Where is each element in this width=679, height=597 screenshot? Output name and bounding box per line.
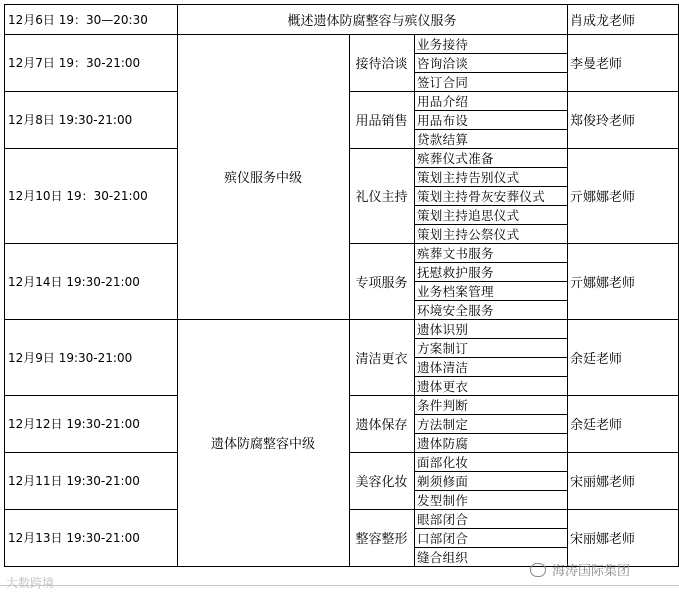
date-cell: 12月14日 19:30-21:00 [8,274,140,289]
item-cell: 遗体防腐 [417,435,469,451]
group-cell: 殡仪服务中级 [223,171,302,186]
item-cell: 条件判断 [417,397,469,413]
grid-line-h [4,91,177,92]
watermark-right-text: 海涛国际集团 [552,564,631,579]
grid-line-v [349,34,350,567]
item-cell: 缝合组织 [417,549,469,565]
grid-line-h [349,395,679,396]
teacher-cell: 亓娜娜老师 [570,190,636,205]
grid-line-item [414,110,567,111]
teacher-cell: 余廷老师 [570,418,623,433]
wechat-icon [530,563,546,577]
item-cell: 策划主持追思仪式 [417,207,520,223]
grid-line-h [4,243,177,244]
subject-cell: 整容整形 [355,532,408,547]
grid-line-h [349,91,679,92]
teacher-cell: 肖成龙老师 [570,13,636,29]
sheet-gridline [0,585,679,586]
grid-line-v [177,4,178,567]
item-cell: 遗体更衣 [417,378,469,394]
grid-line-h [349,452,679,453]
grid-line-h [4,509,177,510]
item-cell: 殡葬文书服务 [417,245,494,261]
teacher-cell: 李曼老师 [570,57,623,72]
grid-line-h [4,4,679,5]
grid-line-v [4,4,5,567]
grid-line-h [4,34,679,35]
topic-cell: 概述遗体防腐整容与殡仪服务 [287,13,457,29]
date-cell: 12月11日 19:30-21:00 [8,474,140,488]
item-cell: 殡葬仪式准备 [417,150,494,166]
subject-cell: 清洁更衣 [355,351,408,367]
grid-line-h [4,452,177,453]
item-cell: 用品介绍 [417,93,469,109]
grid-line-item [414,528,567,529]
grid-line-v [567,4,568,567]
grid-line-item [414,224,567,225]
item-cell: 抚慰救护服务 [417,264,494,280]
item-cell: 咨询洽谈 [417,55,469,71]
subject-cell: 用品销售 [355,114,408,129]
grid-line-item [414,167,567,168]
item-cell: 策划主持告别仪式 [417,169,520,185]
grid-line-item [414,471,567,472]
item-cell: 策划主持公祭仪式 [417,226,520,242]
item-cell: 签订合同 [417,74,469,90]
grid-line-item [414,72,567,73]
grid-line-item [414,300,567,301]
subject-cell: 专项服务 [355,275,408,291]
watermark-left [6,574,54,591]
subject-cell: 礼仪主持 [355,190,408,205]
grid-line-item [414,490,567,491]
item-cell: 口部闭合 [417,530,469,546]
grid-line-item [414,357,567,358]
date-cell: 12月9日 19:30-21:00 [8,350,133,365]
teacher-cell: 余廷老师 [570,351,623,367]
subject-cell: 接待洽谈 [355,57,408,72]
date-cell: 12月10日 19：30-21:00 [8,189,148,203]
grid-line-h [4,148,177,149]
group-cell: 遗体防腐整容中级 [210,437,315,452]
subject-cell: 美容化妆 [355,475,408,490]
item-cell: 方案制订 [417,340,469,356]
grid-line-item [414,186,567,187]
grid-line-item [414,338,567,339]
grid-line-h [349,243,679,244]
grid-line-item [414,281,567,282]
grid-line-item [414,129,567,130]
item-cell: 面部化妆 [417,454,469,470]
grid-line-h [349,509,679,510]
grid-line-item [414,262,567,263]
grid-line-item [414,414,567,415]
item-cell: 方法制定 [417,416,469,432]
item-cell: 发型制作 [417,492,469,508]
item-cell: 剃须修面 [417,473,469,489]
grid-line-item [414,205,567,206]
teacher-cell: 宋丽娜老师 [570,475,636,490]
watermark-right [530,560,630,579]
teacher-cell: 郑俊玲老师 [570,114,636,129]
item-cell: 贷款结算 [417,131,469,147]
item-cell: 业务档案管理 [417,283,494,299]
grid-line-h [4,395,177,396]
grid-line-h [349,148,679,149]
grid-line-item [414,433,567,434]
watermark-left-text: 大数跨境 [6,576,55,590]
date-cell: 12月6日 19：30—20:30 [8,12,148,27]
item-cell: 环境安全服务 [417,302,494,318]
grid-line-item [414,376,567,377]
item-cell: 策划主持骨灰安葬仪式 [417,188,546,204]
teacher-cell: 亓娜娜老师 [570,275,636,291]
date-cell: 12月12日 19:30-21:00 [8,417,140,431]
date-cell: 12月13日 19:30-21:00 [8,531,140,545]
date-cell: 12月8日 19:30-21:00 [8,113,133,127]
item-cell: 眼部闭合 [417,511,469,527]
item-cell: 业务接待 [417,36,469,52]
grid-line-h [4,319,679,320]
date-cell: 12月7日 19：30-21:00 [8,56,141,70]
item-cell: 用品布设 [417,112,469,128]
subject-cell: 遗体保存 [355,418,408,433]
grid-line-v [414,34,415,567]
grid-line-item [414,53,567,54]
item-cell: 遗体识别 [417,321,469,337]
item-cell: 遗体清洁 [417,359,469,375]
grid-line-item [414,547,567,548]
teacher-cell: 宋丽娜老师 [570,532,636,547]
